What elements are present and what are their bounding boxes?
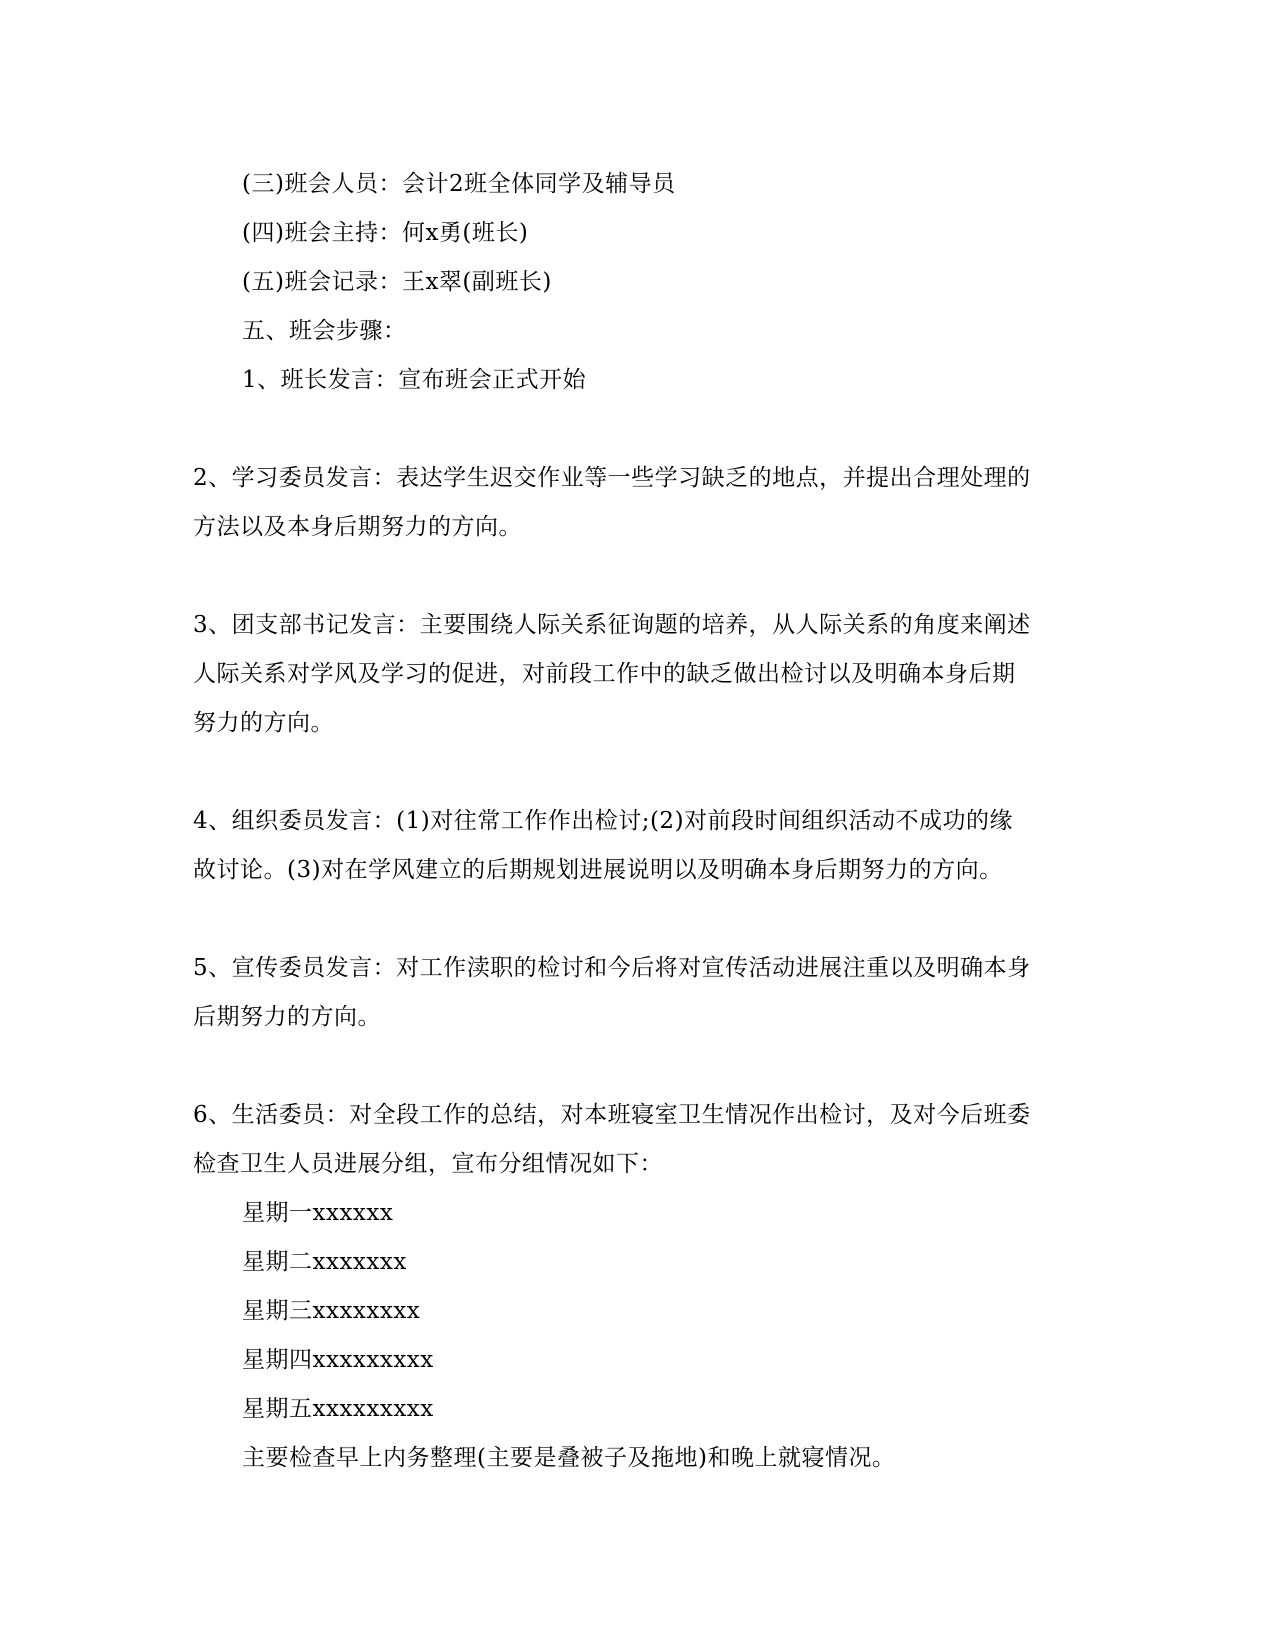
inspection-note: 主要检查早上内务整理(主要是叠被子及拖地)和晚上就寝情况。: [242, 1445, 896, 1471]
step-6-paragraph: [193, 1091, 1093, 1189]
paragraph-line: 故讨论。(3)对在学风建立的后期规划进展说明以及明确本身后期努力的方向。: [193, 857, 1003, 883]
paragraph-line: 3、团支部书记发言：主要围绕人际关系征询题的培养，从人际关系的角度来阐述: [193, 612, 1031, 638]
schedule-monday: 星期一xxxxxx: [242, 1200, 394, 1226]
paragraph-line: 后期努力的方向。: [193, 1004, 381, 1030]
document-body: [193, 160, 1093, 1483]
step-4-paragraph: [193, 797, 1093, 895]
paragraph-gap: [193, 405, 1093, 454]
schedule-friday: 星期五xxxxxxxxx: [242, 1396, 434, 1422]
schedule-tuesday: 星期二xxxxxxx: [242, 1249, 407, 1275]
schedule-thursday: 星期四xxxxxxxxx: [242, 1347, 434, 1373]
paragraph-line: 检查卫生人员进展分组，宣布分组情况如下：: [193, 1151, 663, 1177]
meeting-host-line: (四)班会主持：何x勇(班长): [242, 220, 529, 246]
step-5-paragraph: [193, 944, 1093, 1042]
step-2-paragraph: [193, 454, 1093, 552]
paragraph-line: 4、组织委员发言：(1)对往常工作作出检讨;(2)对前段时间组织活动不成功的缘: [193, 808, 1014, 834]
paragraph-gap: [193, 748, 1093, 797]
paragraph-gap: [193, 1042, 1093, 1091]
step-1-line: 1、班长发言：宣布班会正式开始: [242, 367, 587, 393]
schedule-wednesday: 星期三xxxxxxxx: [242, 1298, 421, 1324]
paragraph-gap: [193, 895, 1093, 944]
meeting-attendees-line: (三)班会人员：会计2班全体同学及辅导员: [242, 171, 676, 197]
meeting-recorder-line: (五)班会记录：王x翠(副班长): [242, 269, 552, 295]
paragraph-line: 2、学习委员发言：表达学生迟交作业等一些学习缺乏的地点，并提出合理处理的: [193, 465, 1031, 491]
paragraph-line: 方法以及本身后期努力的方向。: [193, 514, 522, 540]
step-3-paragraph: [193, 601, 1093, 748]
paragraph-line: 人际关系对学风及学习的促进，对前段工作中的缺乏做出检讨以及明确本身后期: [193, 661, 1016, 687]
paragraph-line: 努力的方向。: [193, 710, 334, 736]
meeting-steps-heading: 五、班会步骤：: [242, 318, 407, 344]
paragraph-gap: [193, 552, 1093, 601]
paragraph-line: 6、生活委员：对全段工作的总结，对本班寝室卫生情况作出检讨，及对今后班委: [193, 1102, 1031, 1128]
paragraph-line: 5、宣传委员发言：对工作渎职的检讨和今后将对宣传活动进展注重以及明确本身: [193, 955, 1031, 981]
duty-schedule-list: [193, 1189, 1093, 1434]
